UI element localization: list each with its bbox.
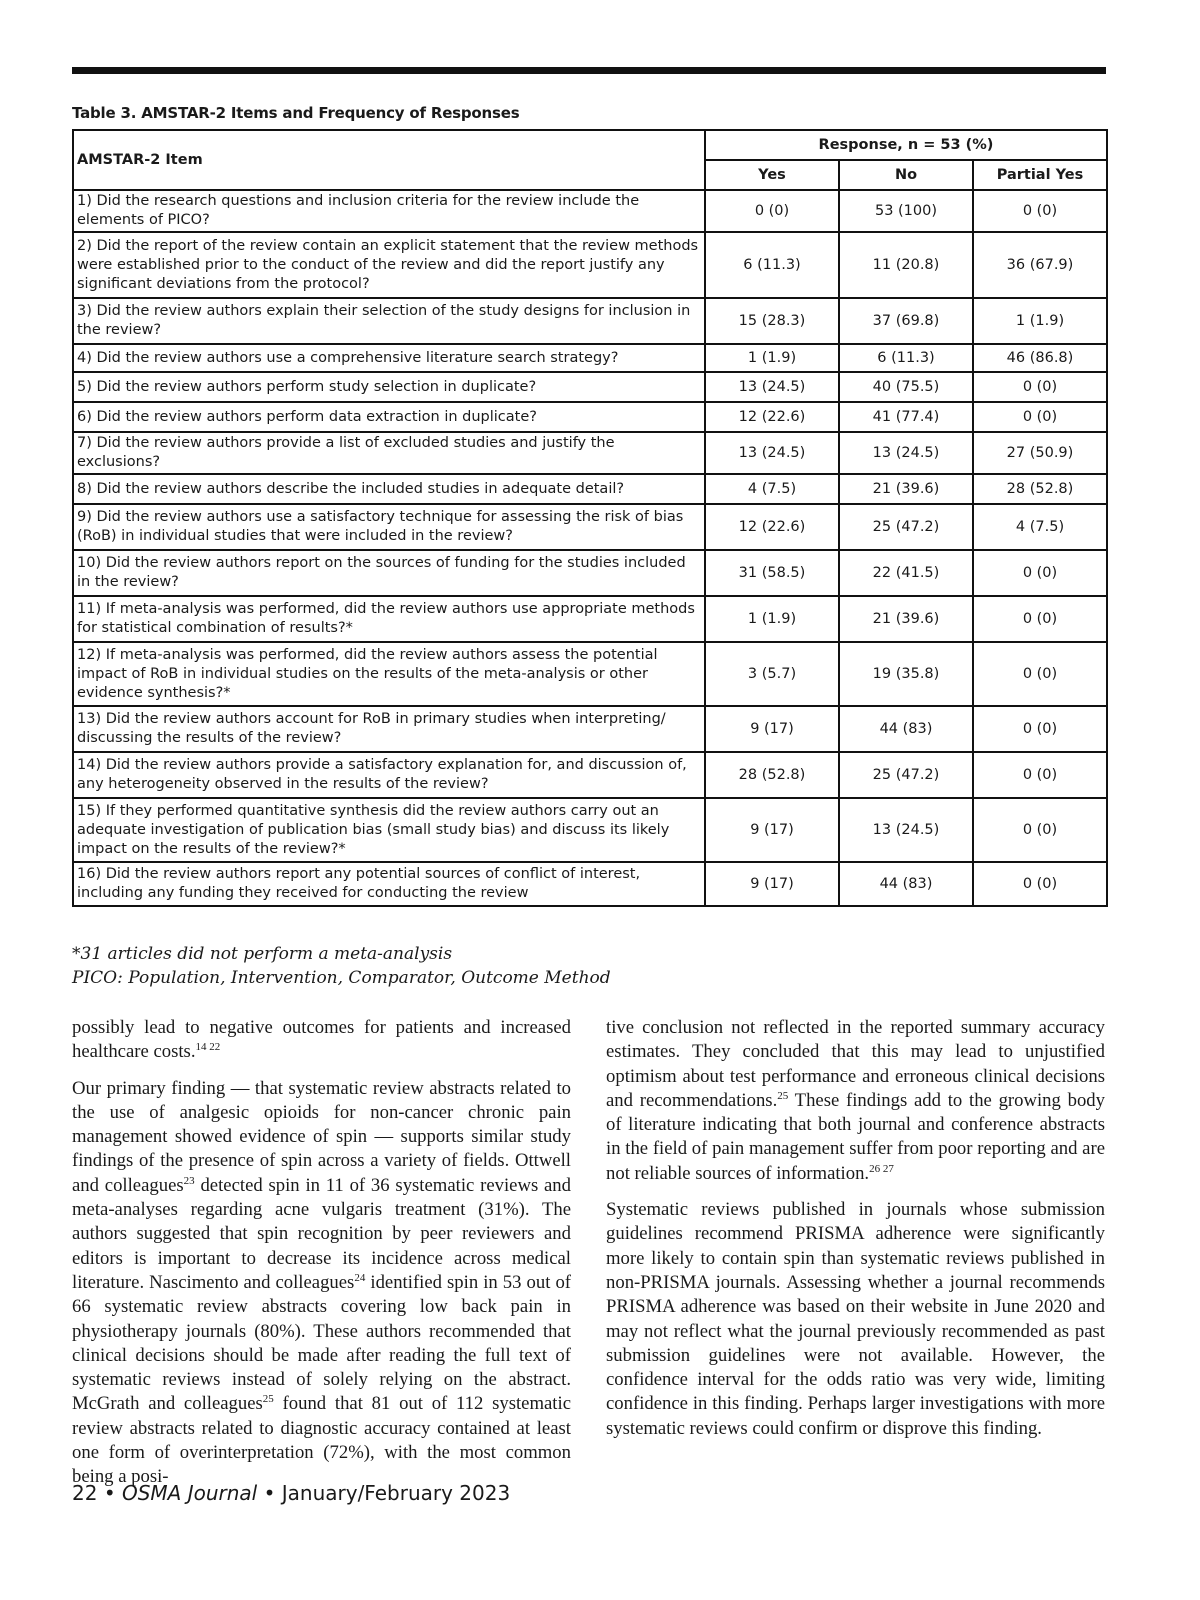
no-cell: 53 (100) bbox=[839, 190, 973, 232]
reference-superscript: 14 22 bbox=[195, 1041, 221, 1054]
yes-cell: 1 (1.9) bbox=[705, 596, 839, 642]
yes-cell: 13 (24.5) bbox=[705, 372, 839, 402]
issue-date: January/February 2023 bbox=[281, 1481, 511, 1505]
partial-yes-cell: 4 (7.5) bbox=[973, 504, 1107, 550]
yes-cell: 9 (17) bbox=[705, 798, 839, 862]
partial-yes-cell: 46 (86.8) bbox=[973, 344, 1107, 372]
table-row bbox=[73, 432, 1107, 474]
table-row bbox=[73, 862, 1107, 906]
table-caption: Table 3. AMSTAR-2 Items and Frequency of Responses bbox=[72, 104, 520, 122]
item-cell: 12) If meta-analysis was performed, did the review authors assess the potential impact of RoB in individual studies on the results of the meta-analysis or other evidence synthesis?* bbox=[73, 642, 705, 706]
no-cell: 44 (83) bbox=[839, 706, 973, 752]
no-cell: 21 (39.6) bbox=[839, 596, 973, 642]
paragraph: tive conclusion not reflected in the reported summary accuracy estimates. They concluded that this may lead to unjustified optimism about test performance and erroneous clinical decisions and recommendations.$^{25}$ These findings add to the growing body of literature indicating that both journal and conference abstracts in the field of pain management suffer from poor reporting and are not reliable sources of information.$^{26 27}$ bbox=[606, 1017, 1105, 1184]
no-cell: 41 (77.4) bbox=[839, 402, 973, 432]
yes-cell: 9 (17) bbox=[705, 706, 839, 752]
item-cell: 13) Did the review authors account for RoB in primary studies when interpreting/ discussing the results of the review? bbox=[73, 706, 705, 752]
yes-column-header: Yes bbox=[705, 160, 839, 190]
no-column-header: No bbox=[839, 160, 973, 190]
footnote-meta-analysis: *31 articles did not perform a meta-analysis bbox=[72, 944, 453, 964]
no-cell: 21 (39.6) bbox=[839, 474, 973, 504]
page-footer bbox=[72, 1481, 510, 1505]
partial-yes-cell: 0 (0) bbox=[973, 190, 1107, 232]
no-cell: 6 (11.3) bbox=[839, 344, 973, 372]
yes-cell: 28 (52.8) bbox=[705, 752, 839, 798]
amstar-table bbox=[72, 129, 1108, 907]
response-column-header: Response, n = 53 (%) bbox=[705, 130, 1107, 160]
table-row bbox=[73, 372, 1107, 402]
partial-yes-cell: 0 (0) bbox=[973, 798, 1107, 862]
reference-superscript: 25 bbox=[777, 1089, 789, 1102]
partial-yes-column-header: Partial Yes bbox=[973, 160, 1107, 190]
item-cell: 14) Did the review authors provide a satisfactory explanation for, and discussion of, any heterogeneity observed in the results of the review? bbox=[73, 752, 705, 798]
right-text-column bbox=[606, 1016, 1105, 1453]
table-row bbox=[73, 596, 1107, 642]
yes-cell: 9 (17) bbox=[705, 862, 839, 906]
table-footnotes bbox=[72, 942, 611, 990]
partial-yes-cell: 27 (50.9) bbox=[973, 432, 1107, 474]
partial-yes-cell: 28 (52.8) bbox=[973, 474, 1107, 504]
reference-superscript: 25 bbox=[262, 1393, 274, 1406]
table-row bbox=[73, 798, 1107, 862]
partial-yes-cell: 0 (0) bbox=[973, 642, 1107, 706]
partial-yes-cell: 36 (67.9) bbox=[973, 232, 1107, 298]
partial-yes-cell: 0 (0) bbox=[973, 372, 1107, 402]
item-cell: 8) Did the review authors describe the included studies in adequate detail? bbox=[73, 474, 705, 504]
table-row bbox=[73, 504, 1107, 550]
top-rule bbox=[72, 67, 1106, 74]
partial-yes-cell: 0 (0) bbox=[973, 862, 1107, 906]
table-body bbox=[73, 190, 1107, 906]
reference-superscript: 24 bbox=[354, 1271, 366, 1284]
partial-yes-cell: 0 (0) bbox=[973, 706, 1107, 752]
item-cell: 4) Did the review authors use a comprehensive literature search strategy? bbox=[73, 344, 705, 372]
item-cell: 2) Did the report of the review contain an explicit statement that the review methods were established prior to the conduct of the review and did the report justify any significant deviations from the protocol? bbox=[73, 232, 705, 298]
table-row bbox=[73, 752, 1107, 798]
left-text-column bbox=[72, 1016, 571, 1502]
yes-cell: 12 (22.6) bbox=[705, 504, 839, 550]
item-cell: 11) If meta-analysis was performed, did the review authors use appropriate methods for statistical combination of results?* bbox=[73, 596, 705, 642]
item-cell: 5) Did the review authors perform study selection in duplicate? bbox=[73, 372, 705, 402]
yes-cell: 0 (0) bbox=[705, 190, 839, 232]
no-cell: 44 (83) bbox=[839, 862, 973, 906]
item-cell: 3) Did the review authors explain their selection of the study designs for inclusion in the review? bbox=[73, 298, 705, 344]
footnote-pico: PICO: Population, Intervention, Comparator, Outcome Method bbox=[72, 968, 611, 988]
table-row bbox=[73, 298, 1107, 344]
yes-cell: 31 (58.5) bbox=[705, 550, 839, 596]
paragraph: Systematic reviews published in journals whose submission guidelines recommend PRISMA adherence were significantly more likely to contain spin than systematic reviews published in non-PRISMA journals. Assessing whether a journal recommends PRISMA adherence was based on their website in June 2020 and may not reflect what the journal previously recommended as past submission guidelines were not available. However, the confidence interval for the odds ratio was very wide, limiting confidence in this finding. Perhaps larger investigations with more systematic reviews could confirm or disprove this finding. bbox=[606, 1199, 1105, 1439]
item-column-header: AMSTAR-2 Item bbox=[73, 130, 705, 190]
table-row bbox=[73, 550, 1107, 596]
partial-yes-cell: 0 (0) bbox=[973, 402, 1107, 432]
no-cell: 40 (75.5) bbox=[839, 372, 973, 402]
page-number: 22 bbox=[72, 1481, 98, 1505]
yes-cell: 13 (24.5) bbox=[705, 432, 839, 474]
partial-yes-cell: 0 (0) bbox=[973, 550, 1107, 596]
item-cell: 15) If they performed quantitative synthesis did the review authors carry out an adequate investigation of publication bias (small study bias) and discuss its likely impact on the results of the review?* bbox=[73, 798, 705, 862]
partial-yes-cell: 1 (1.9) bbox=[973, 298, 1107, 344]
no-cell: 19 (35.8) bbox=[839, 642, 973, 706]
item-cell: 7) Did the review authors provide a list of excluded studies and justify the exclusions? bbox=[73, 432, 705, 474]
item-cell: 1) Did the research questions and inclusion criteria for the review include the elements of PICO? bbox=[73, 190, 705, 232]
paragraph: possibly lead to negative outcomes for patients and increased healthcare costs.$^{14 22}$ bbox=[72, 1017, 571, 1063]
yes-cell: 12 (22.6) bbox=[705, 402, 839, 432]
yes-cell: 15 (28.3) bbox=[705, 298, 839, 344]
item-cell: 9) Did the review authors use a satisfactory technique for assessing the risk of bias (RoB) in individual studies that were included in the review? bbox=[73, 504, 705, 550]
table-row bbox=[73, 344, 1107, 372]
yes-cell: 4 (7.5) bbox=[705, 474, 839, 504]
yes-cell: 3 (5.7) bbox=[705, 642, 839, 706]
no-cell: 13 (24.5) bbox=[839, 432, 973, 474]
no-cell: 25 (47.2) bbox=[839, 504, 973, 550]
no-cell: 22 (41.5) bbox=[839, 550, 973, 596]
item-cell: 6) Did the review authors perform data extraction in duplicate? bbox=[73, 402, 705, 432]
reference-superscript: 23 bbox=[183, 1174, 195, 1187]
table-row bbox=[73, 402, 1107, 432]
yes-cell: 6 (11.3) bbox=[705, 232, 839, 298]
table-row bbox=[73, 474, 1107, 504]
yes-cell: 1 (1.9) bbox=[705, 344, 839, 372]
partial-yes-cell: 0 (0) bbox=[973, 596, 1107, 642]
item-cell: 10) Did the review authors report on the sources of funding for the studies included in the review? bbox=[73, 550, 705, 596]
table-row bbox=[73, 642, 1107, 706]
reference-superscript: 26 27 bbox=[869, 1162, 894, 1175]
footer-separator: • bbox=[103, 1481, 116, 1505]
paragraph: Our primary finding — that systematic review abstracts related to the use of analgesic opioids for non-cancer chronic pain management showed evidence of spin — supports similar study findings of the presence of spin across a variety of fields. Ottwell and colleagues$^{23}$ detected spin in 11 of 36 systematic reviews and meta-analyses regarding acne vulgaris treatment (31%). The authors suggested that spin recognition by peer reviewers and editors is important to decrease its incidence across medical literature. Nascimento and colleagues$^{24}$ identified spin in 53 out of 66 systematic review abstracts covering low back pain in physiotherapy journals (80%). These authors recommended that clinical decisions should be made after reading the full text of systematic reviews instead of solely relying on the abstract. McGrath and colleagues$^{25}$ found that 81 out of 112 systematic review abstracts related to diagnostic accuracy contained at least one form of overinterpretation (72%), with the most common being a posi- bbox=[72, 1077, 572, 1488]
no-cell: 25 (47.2) bbox=[839, 752, 973, 798]
partial-yes-cell: 0 (0) bbox=[973, 752, 1107, 798]
journal-name: OSMA Journal bbox=[121, 1481, 258, 1505]
no-cell: 37 (69.8) bbox=[839, 298, 973, 344]
no-cell: 13 (24.5) bbox=[839, 798, 973, 862]
item-cell: 16) Did the review authors report any potential sources of conflict of interest, including any funding they received for conducting the review bbox=[73, 862, 705, 906]
table-row bbox=[73, 232, 1107, 298]
footer-separator: • bbox=[263, 1481, 276, 1505]
table-row bbox=[73, 190, 1107, 232]
table-row bbox=[73, 706, 1107, 752]
no-cell: 11 (20.8) bbox=[839, 232, 973, 298]
